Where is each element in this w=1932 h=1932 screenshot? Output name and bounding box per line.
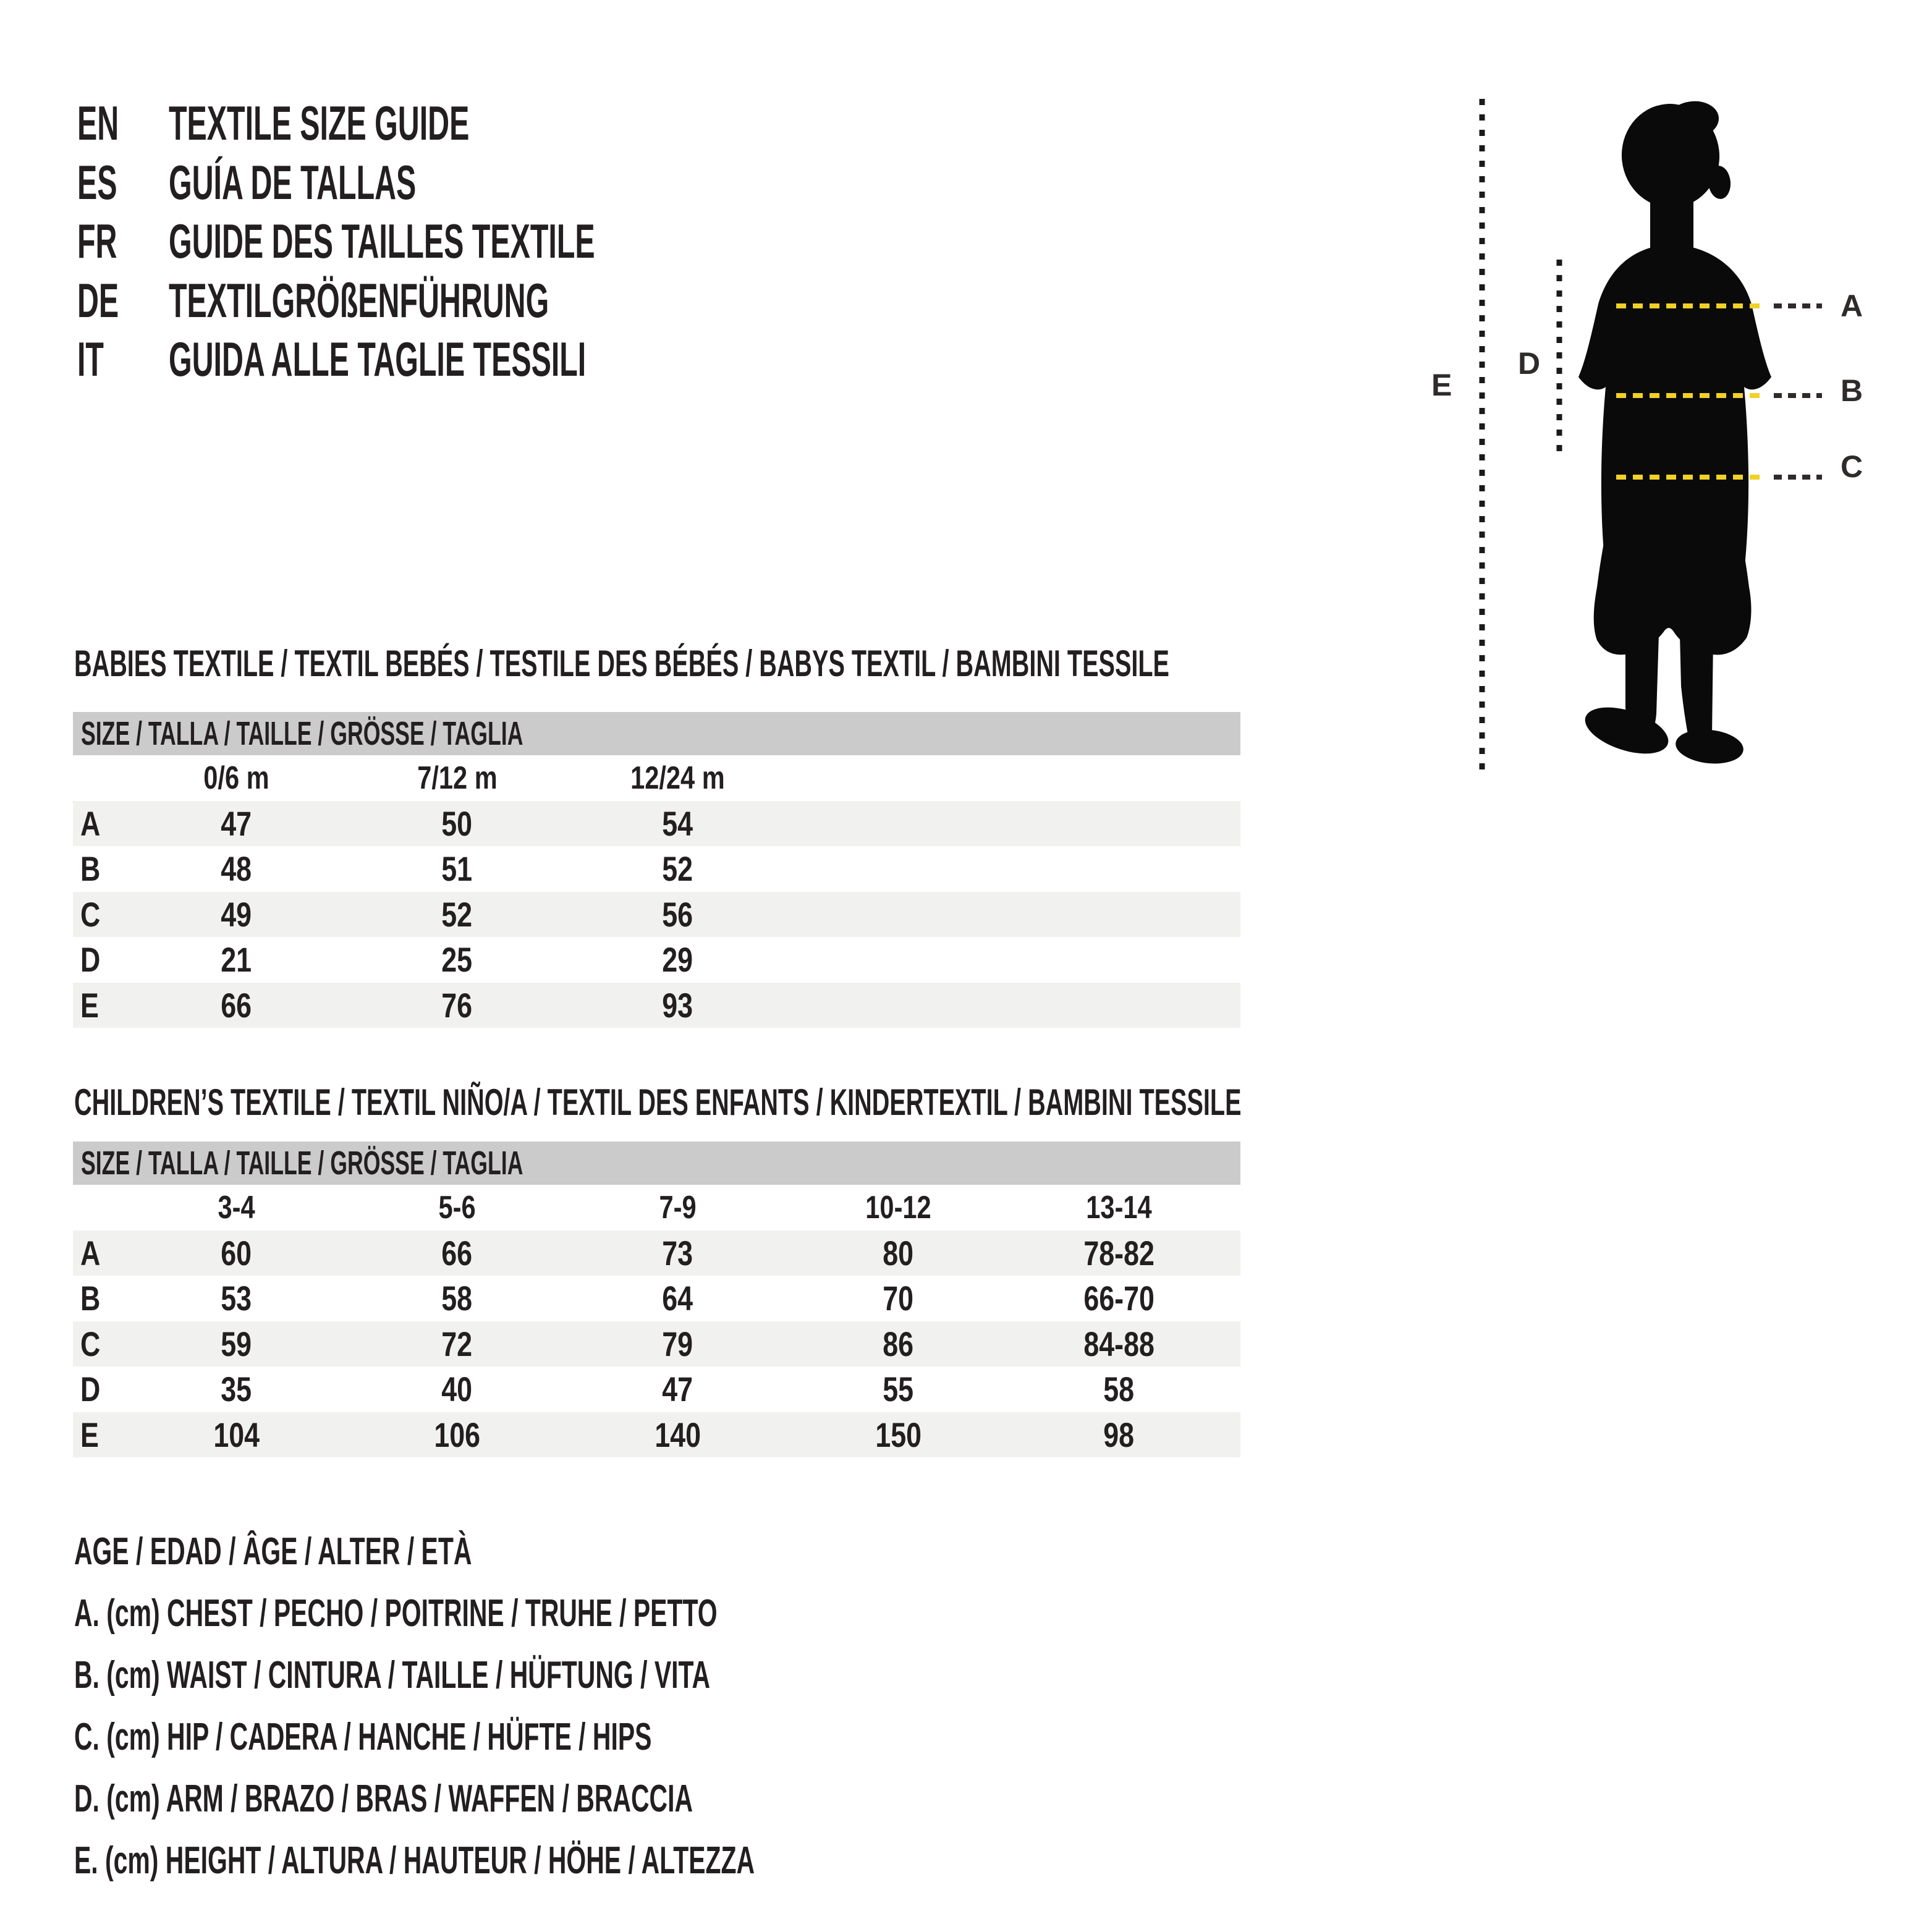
size-value: 40 bbox=[441, 1370, 473, 1409]
size-label: B bbox=[80, 849, 101, 889]
children-table-header-bar bbox=[73, 1142, 1240, 1185]
table-row bbox=[73, 1231, 1240, 1276]
column-header: 12/24 m bbox=[630, 760, 725, 796]
size-value: 66-70 bbox=[1083, 1279, 1155, 1318]
size-value: 73 bbox=[662, 1233, 693, 1273]
size-value: 53 bbox=[221, 1279, 252, 1318]
table-row bbox=[73, 801, 1240, 847]
size-value: 47 bbox=[662, 1370, 693, 1409]
size-value: 56 bbox=[662, 894, 693, 934]
size-value: 60 bbox=[221, 1233, 252, 1273]
column-header: 3-4 bbox=[218, 1189, 255, 1226]
column-header: 5-6 bbox=[438, 1189, 476, 1226]
size-value: 66 bbox=[441, 1233, 473, 1273]
size-value: 78-82 bbox=[1083, 1233, 1155, 1273]
table-row bbox=[73, 983, 1240, 1028]
language-code: FR bbox=[77, 214, 117, 268]
size-value: 25 bbox=[441, 940, 473, 980]
column-header: 0/6 m bbox=[203, 760, 269, 796]
hip-label-c: C bbox=[1841, 449, 1863, 484]
language-code: DE bbox=[77, 273, 119, 328]
size-label: C bbox=[80, 1324, 101, 1363]
size-value: 58 bbox=[441, 1279, 473, 1318]
legend-line: A. (cm) CHEST / PECHO / POITRINE / TRUHE / PETTO bbox=[74, 1592, 718, 1635]
guide-title-en: TEXTILE SIZE GUIDE bbox=[169, 96, 470, 150]
legend-line: AGE / EDAD / ÂGE / ALTER / ETÀ bbox=[74, 1530, 472, 1573]
size-value: 80 bbox=[883, 1233, 914, 1273]
language-code: EN bbox=[77, 96, 119, 150]
children-size-table bbox=[73, 1142, 1240, 1457]
guide-title-it: GUIDA ALLE TAGLIE TESSILI bbox=[169, 332, 587, 386]
size-value: 140 bbox=[655, 1415, 701, 1454]
babies-size-table bbox=[73, 712, 1240, 1028]
guide-title-de: TEXTILGRÖßENFÜHRUNG bbox=[169, 273, 549, 328]
size-header-label: SIZE / TALLA / TAILLE / GRÖSSE / TAGLIA bbox=[81, 1145, 523, 1182]
language-line-en bbox=[77, 96, 470, 155]
size-label: D bbox=[80, 1370, 101, 1409]
language-line-fr bbox=[77, 214, 595, 273]
table-row bbox=[73, 1366, 1240, 1412]
size-value: 52 bbox=[662, 849, 693, 889]
children-column-header-row bbox=[73, 1185, 1240, 1231]
size-value: 86 bbox=[883, 1324, 914, 1363]
size-label: A bbox=[80, 803, 101, 843]
size-value: 70 bbox=[883, 1279, 914, 1318]
size-value: 59 bbox=[221, 1324, 252, 1363]
size-value: 98 bbox=[1103, 1415, 1135, 1454]
legend-line: C. (cm) HIP / CADERA / HANCHE / HÜFTE / HIPS bbox=[74, 1716, 652, 1758]
table-row bbox=[73, 892, 1240, 938]
column-header: 13-14 bbox=[1086, 1189, 1152, 1226]
size-label: B bbox=[80, 1279, 101, 1318]
size-value: 79 bbox=[662, 1324, 693, 1363]
size-value: 52 bbox=[441, 894, 473, 934]
size-label: A bbox=[80, 1233, 101, 1273]
children-section-title: CHILDREN’S TEXTILE / TEXTIL NIÑO/A / TEXTIL DES ENFANTS / KINDERTEXTIL / BAMBINI TESSILE bbox=[74, 1082, 1242, 1123]
size-value: 76 bbox=[441, 985, 473, 1025]
babies-column-header-row bbox=[73, 755, 1240, 801]
size-value: 64 bbox=[662, 1279, 693, 1318]
size-value: 48 bbox=[221, 849, 252, 889]
size-value: 106 bbox=[434, 1415, 480, 1454]
size-value: 29 bbox=[662, 940, 693, 980]
table-row bbox=[73, 1412, 1240, 1458]
column-header: 10-12 bbox=[865, 1189, 931, 1226]
guide-title-es: GUÍA DE TALLAS bbox=[169, 155, 417, 210]
legend-line: B. (cm) WAIST / CINTURA / TAILLE / HÜFTUNG / VITA bbox=[74, 1654, 711, 1697]
size-header-label: SIZE / TALLA / TAILLE / GRÖSSE / TAGLIA bbox=[81, 715, 523, 752]
table-row bbox=[73, 1276, 1240, 1321]
column-header: 7/12 m bbox=[417, 760, 498, 796]
table-row bbox=[73, 937, 1240, 983]
column-header: 7-9 bbox=[659, 1189, 697, 1226]
babies-section-title: BABIES TEXTILE / TEXTIL BEBÉS / TESTILE DES BÉBÉS / BABYS TEXTIL / BAMBINI TESSILE bbox=[74, 643, 1169, 684]
size-label: C bbox=[80, 894, 101, 934]
language-line-de bbox=[77, 273, 549, 332]
size-value: 72 bbox=[441, 1324, 473, 1363]
size-value: 84-88 bbox=[1083, 1324, 1155, 1363]
size-value: 54 bbox=[662, 803, 693, 843]
size-value: 55 bbox=[883, 1370, 914, 1409]
height-label-e: E bbox=[1431, 368, 1452, 402]
size-value: 21 bbox=[221, 940, 252, 980]
language-line-es bbox=[77, 155, 417, 214]
size-value: 50 bbox=[441, 803, 473, 843]
size-value: 51 bbox=[441, 849, 473, 889]
chest-label-a: A bbox=[1841, 289, 1863, 323]
size-label: D bbox=[80, 940, 101, 980]
waist-label-b: B bbox=[1841, 373, 1863, 408]
language-code: IT bbox=[77, 332, 104, 386]
size-value: 35 bbox=[221, 1370, 252, 1409]
size-label: E bbox=[80, 1415, 99, 1454]
size-value: 66 bbox=[221, 985, 252, 1025]
size-value: 150 bbox=[875, 1415, 922, 1454]
language-code: ES bbox=[77, 155, 117, 210]
size-value: 47 bbox=[221, 803, 252, 843]
legend-line: E. (cm) HEIGHT / ALTURA / HAUTEUR / HÖHE / ALTEZZA bbox=[74, 1839, 755, 1882]
table-row bbox=[73, 846, 1240, 892]
language-line-it bbox=[77, 332, 587, 391]
babies-table-header-bar bbox=[73, 712, 1240, 755]
table-row bbox=[73, 1321, 1240, 1367]
arm-label-d: D bbox=[1518, 346, 1541, 381]
size-value: 49 bbox=[221, 894, 252, 934]
size-label: E bbox=[80, 985, 99, 1025]
size-value: 93 bbox=[662, 985, 693, 1025]
size-value: 58 bbox=[1103, 1370, 1135, 1409]
child-measurement-diagram bbox=[1409, 87, 1932, 791]
size-value: 104 bbox=[213, 1415, 260, 1454]
legend-line: D. (cm) ARM / BRAZO / BRAS / WAFFEN / BRACCIA bbox=[74, 1777, 693, 1820]
guide-title-fr: GUIDE DES TAILLES TEXTILE bbox=[169, 214, 595, 268]
